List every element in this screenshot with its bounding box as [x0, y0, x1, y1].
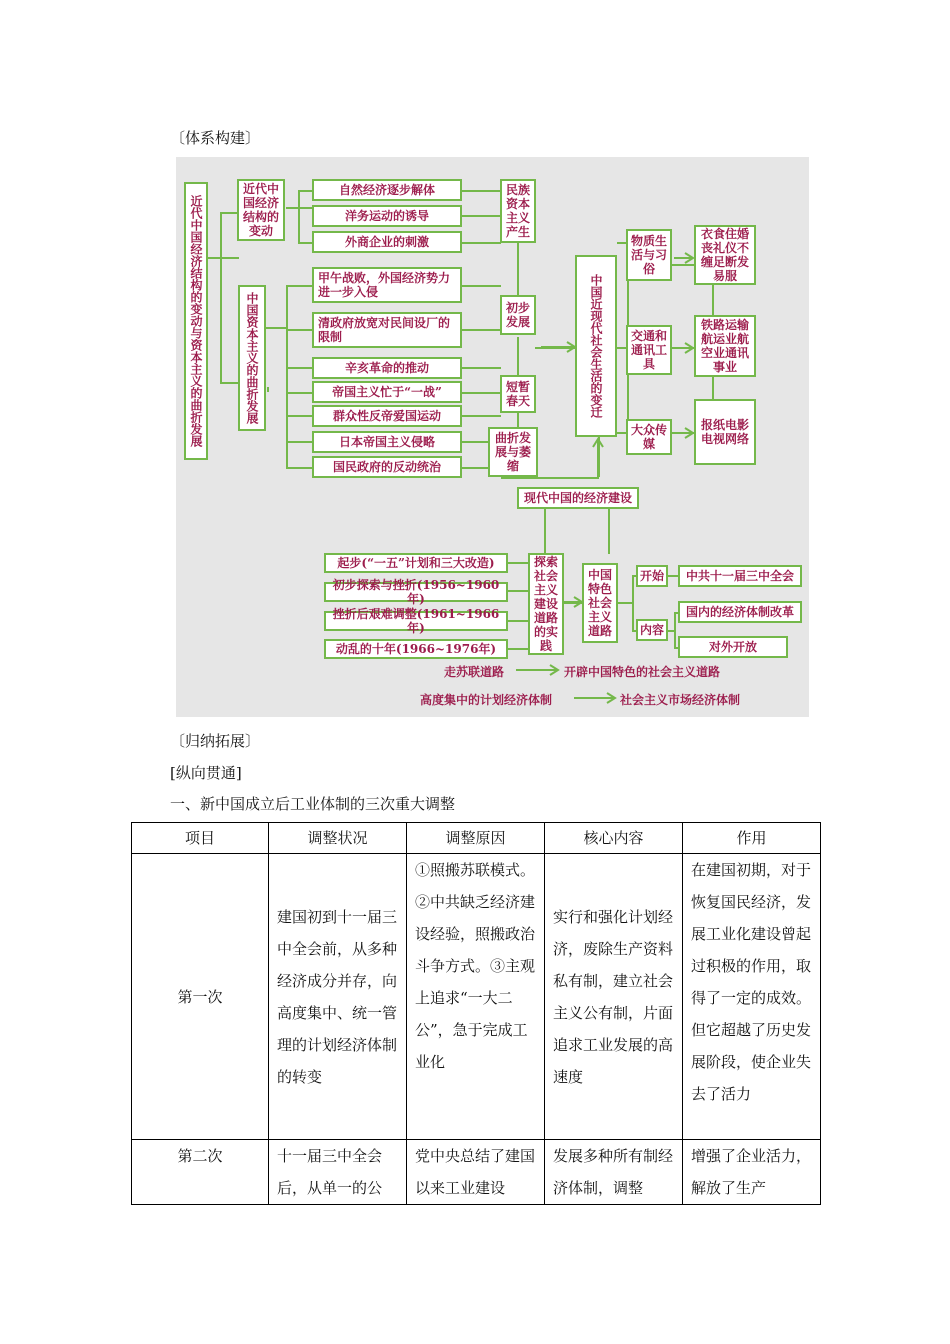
header-item: 项目 — [132, 823, 269, 854]
stage-brief-spring: 短暂春天 — [500, 375, 536, 413]
diagram-root: 近代中国经济结构的变动与资本主义的曲折发展 — [184, 182, 208, 460]
row2-reason: 党中央总结了建国以来工业建设 — [407, 1140, 545, 1205]
branch-economic-structure: 近代中国经济结构的变动 — [237, 179, 285, 241]
chinese-characteristics-road: 中国特色社会主义道路 — [582, 563, 618, 643]
b1-item-3: 外商企业的刺激 — [312, 231, 462, 253]
b2-item-4: 帝国主义忙于“一战” — [312, 381, 462, 403]
table-row — [132, 854, 821, 1140]
header-effect: 作用 — [683, 823, 821, 854]
arrow-to-detail-2-icon — [674, 343, 693, 353]
row1-reason: ①照搬苏联模式。②中共缺乏经济建设经验，照搬政治斗争方式。③主观上追求“一大二公”，急于完成工业化 — [407, 854, 545, 1140]
row2-status: 十一届三中全会后，从单一的公 — [269, 1140, 407, 1205]
header-status: 调整状况 — [269, 823, 407, 854]
row1-effect: 在建国初期，对于恢复国民经济，发展工业化建设曾起过积极的作用，取得了一定的成效。但它超越了历史发展阶段，使企业失去了活力 — [683, 854, 821, 1140]
content-value-reform: 国内的经济体制改革 — [678, 601, 802, 623]
b2-item-1: 甲午战败，外国经济势力进一步入侵 — [312, 267, 462, 303]
life-transport-communication: 交通和通讯工具 — [626, 325, 672, 375]
arrow2-from: 高度集中的计划经济体制 — [420, 693, 553, 707]
arrow-to-detail-3-icon — [674, 428, 693, 438]
phase-turmoil: 动乱的十年(1966~1976年) — [324, 639, 508, 659]
social-life-changes: 中国近现代社会生活的变迁 — [575, 255, 617, 437]
arrow-to-road-icon — [564, 597, 582, 607]
arrow-to-detail-1-icon — [674, 253, 693, 263]
stage-initial-development: 初步发展 — [500, 295, 536, 335]
header-core: 核心内容 — [545, 823, 683, 854]
arrow-to-social-icon — [541, 342, 575, 352]
content-label: 内容 — [636, 619, 668, 641]
arrow2-to: 社会主义市场经济体制 — [620, 693, 741, 707]
row1-item: 第一次 — [132, 854, 269, 1140]
life-material-customs: 物质生活与习俗 — [626, 229, 672, 281]
row2-effect: 增强了企业活力，解放了生产 — [683, 1140, 821, 1205]
b2-item-2: 清政府放宽对民间设厂的限制 — [312, 312, 462, 348]
section1-heading: 一、新中国成立后工业体制的三次重大调整 — [170, 795, 456, 813]
knowledge-diagram — [176, 157, 809, 717]
adjustment-table — [131, 822, 821, 1205]
row1-status: 建国初到十一届三中全会前，从多种经济成分并存，向高度集中、统一管理的计划经济体制的转变 — [269, 854, 407, 1140]
phase-initial-exploration: 初步探索与挫折(1956~1960年) — [324, 582, 508, 602]
table-row — [132, 1140, 821, 1205]
system-heading: 〔体系构建〕 — [170, 129, 261, 147]
arrow2-icon — [574, 693, 615, 703]
header-reason: 调整原因 — [407, 823, 545, 854]
life-detail-customs: 衣食住婚丧礼仪不缠足断发易服 — [694, 225, 756, 285]
b2-item-7: 国民政府的反动统治 — [312, 456, 462, 478]
row2-core: 发展多种所有制经济体制，调整 — [545, 1140, 683, 1205]
life-mass-media: 大众传媒 — [626, 419, 672, 455]
socialist-road-exploration: 探索社会主义建设道路的实践 — [528, 553, 564, 655]
content-value-opening: 对外开放 — [678, 636, 788, 658]
vertical-heading: [纵向贯通] — [170, 764, 242, 782]
b2-item-6: 日本帝国主义侵略 — [312, 431, 462, 453]
life-detail-media: 报纸电影电视网络 — [694, 399, 756, 465]
life-detail-transport: 铁路运输航运业航空业通讯事业 — [694, 315, 756, 377]
start-value: 中共十一届三中全会 — [678, 565, 802, 587]
phase-start: 起步(“一五”计划和三大改造) — [324, 553, 508, 573]
arrow-to-social-up-icon — [593, 439, 603, 479]
b2-item-3: 辛亥革命的推动 — [312, 357, 462, 379]
modern-economic-construction: 现代中国的经济建设 — [517, 487, 639, 509]
arrow1-to: 开辟中国特色的社会主义道路 — [564, 665, 721, 679]
b2-item-5: 群众性反帝爱国运动 — [312, 405, 462, 427]
arrow1-icon — [516, 665, 558, 675]
stage-twists-and-decline: 曲折发展与萎缩 — [488, 427, 538, 477]
phase-adjustment: 挫折后艰难调整(1961~1966年) — [324, 611, 508, 631]
national-capitalism-birth: 民族资本主义产生 — [500, 179, 536, 243]
b1-item-1: 自然经济逐步解体 — [312, 179, 462, 201]
row1-core: 实行和强化计划经济，废除生产资料私有制，建立社会主义公有制，片面追求工业发展的高速度 — [545, 854, 683, 1140]
branch-capitalism-development: 中国资本主义的曲折发展 — [238, 285, 266, 431]
start-label: 开始 — [636, 565, 668, 587]
row2-item: 第二次 — [132, 1140, 269, 1205]
arrow1-from: 走苏联道路 — [444, 665, 505, 679]
summary-heading: 〔归纳拓展〕 — [170, 732, 261, 750]
table-header-row — [132, 823, 821, 854]
b1-item-2: 洋务运动的诱导 — [312, 205, 462, 227]
